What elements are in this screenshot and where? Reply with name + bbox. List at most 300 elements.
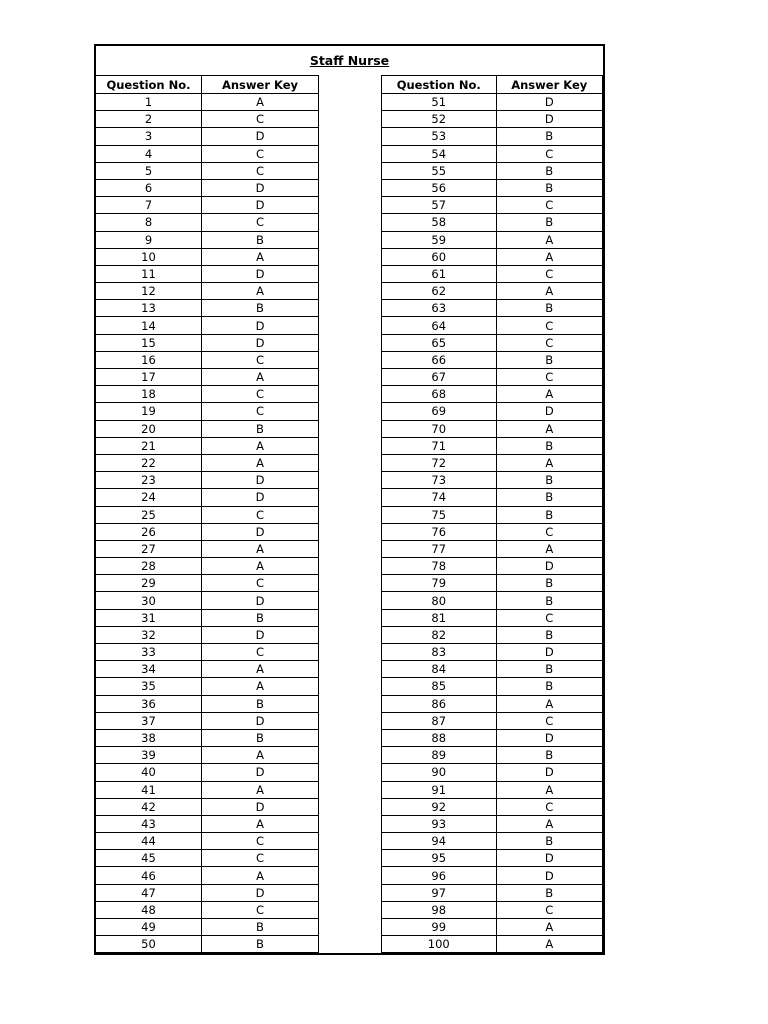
table-row: [382, 747, 603, 764]
table-row: [96, 747, 319, 764]
question-number: 20: [96, 420, 202, 437]
answer-key: D: [496, 850, 603, 867]
answer-key: A: [202, 369, 319, 386]
question-number: 51: [382, 94, 497, 111]
answer-key: C: [496, 265, 603, 282]
answer-key: B: [202, 231, 319, 248]
question-number: 74: [382, 489, 497, 506]
table-row: [382, 678, 603, 695]
answer-key: D: [496, 764, 603, 781]
table-row: [96, 764, 319, 781]
answer-key: A: [496, 540, 603, 557]
question-number: 53: [382, 128, 497, 145]
table-row: [96, 265, 319, 282]
question-number: 61: [382, 265, 497, 282]
table-row: [382, 162, 603, 179]
answer-header: Answer Key: [202, 76, 319, 94]
answer-key: B: [496, 506, 603, 523]
table-row: [382, 558, 603, 575]
answer-key: A: [202, 94, 319, 111]
answer-key: C: [202, 403, 319, 420]
question-number: 56: [382, 179, 497, 196]
question-number: 50: [96, 936, 202, 953]
question-number: 23: [96, 472, 202, 489]
question-number: 83: [382, 644, 497, 661]
table-row: [382, 369, 603, 386]
answer-key: A: [202, 454, 319, 471]
answer-key: D: [202, 197, 319, 214]
question-number: 28: [96, 558, 202, 575]
answer-key: A: [202, 248, 319, 265]
answer-key: A: [202, 661, 319, 678]
question-number: 1: [96, 94, 202, 111]
table-row: [96, 850, 319, 867]
answer-key: B: [202, 729, 319, 746]
answer-table-left: [95, 75, 319, 953]
question-number: 22: [96, 454, 202, 471]
answer-key: C: [496, 334, 603, 351]
answer-key: D: [496, 558, 603, 575]
question-number: 47: [96, 884, 202, 901]
table-row: [382, 592, 603, 609]
table-row: [382, 231, 603, 248]
answer-key: B: [496, 661, 603, 678]
table-row: [96, 678, 319, 695]
table-row: [382, 626, 603, 643]
answer-key: B: [496, 300, 603, 317]
table-row: [96, 867, 319, 884]
answer-key: C: [496, 145, 603, 162]
table-row: [382, 764, 603, 781]
answer-key: B: [496, 472, 603, 489]
table-row: [382, 729, 603, 746]
question-number: 6: [96, 179, 202, 196]
question-number: 75: [382, 506, 497, 523]
question-number: 3: [96, 128, 202, 145]
answer-key: B: [202, 300, 319, 317]
table-row: [96, 884, 319, 901]
question-number: 45: [96, 850, 202, 867]
table-row: [96, 592, 319, 609]
question-number: 7: [96, 197, 202, 214]
answer-key: C: [202, 901, 319, 918]
table-row: [382, 214, 603, 231]
table-row: [96, 231, 319, 248]
table-row: [96, 506, 319, 523]
answer-key: D: [202, 884, 319, 901]
question-number: 10: [96, 248, 202, 265]
answer-key: A: [496, 248, 603, 265]
question-number: 88: [382, 729, 497, 746]
table-row: [382, 94, 603, 111]
question-number: 77: [382, 540, 497, 557]
question-number: 71: [382, 437, 497, 454]
answer-header: Answer Key: [496, 76, 603, 94]
answer-key: B: [202, 936, 319, 953]
table-row: [382, 609, 603, 626]
question-number: 39: [96, 747, 202, 764]
answer-key: C: [202, 833, 319, 850]
question-number: 55: [382, 162, 497, 179]
question-number: 16: [96, 351, 202, 368]
table-row: [96, 403, 319, 420]
table-row: [96, 815, 319, 832]
answer-key: C: [202, 145, 319, 162]
question-number: 40: [96, 764, 202, 781]
answer-key: D: [202, 712, 319, 729]
table-row: [96, 179, 319, 196]
table-row: [96, 489, 319, 506]
answer-key: A: [202, 815, 319, 832]
answer-key: D: [202, 798, 319, 815]
table-row: [382, 334, 603, 351]
answer-key: D: [496, 644, 603, 661]
table-row: [96, 472, 319, 489]
answer-key: B: [496, 884, 603, 901]
table-row: [382, 884, 603, 901]
header-row: [96, 76, 319, 94]
table-row: [382, 300, 603, 317]
answer-key: B: [496, 162, 603, 179]
table-row: [96, 833, 319, 850]
question-number: 86: [382, 695, 497, 712]
table-row: [382, 523, 603, 540]
question-number: 80: [382, 592, 497, 609]
question-number: 85: [382, 678, 497, 695]
question-number: 9: [96, 231, 202, 248]
table-row: [96, 695, 319, 712]
answer-key: D: [496, 94, 603, 111]
table-row: [382, 248, 603, 265]
question-number: 65: [382, 334, 497, 351]
question-number: 41: [96, 781, 202, 798]
question-number: 66: [382, 351, 497, 368]
question-number: 79: [382, 575, 497, 592]
table-row: [96, 729, 319, 746]
question-number: 64: [382, 317, 497, 334]
table-row: [96, 575, 319, 592]
table-row: [96, 936, 319, 953]
question-number: 33: [96, 644, 202, 661]
question-number: 57: [382, 197, 497, 214]
question-number: 76: [382, 523, 497, 540]
question-number: 15: [96, 334, 202, 351]
question-number: 43: [96, 815, 202, 832]
question-number: 54: [382, 145, 497, 162]
table-row: [382, 540, 603, 557]
answer-key: A: [202, 678, 319, 695]
question-number: 59: [382, 231, 497, 248]
answer-key: C: [202, 214, 319, 231]
table-row: [382, 695, 603, 712]
answer-key: A: [496, 815, 603, 832]
question-number: 96: [382, 867, 497, 884]
question-number: 36: [96, 695, 202, 712]
question-number: 94: [382, 833, 497, 850]
answer-key: C: [496, 369, 603, 386]
answer-key: C: [202, 644, 319, 661]
table-row: [382, 454, 603, 471]
table-row: [96, 162, 319, 179]
answer-key: D: [202, 592, 319, 609]
answer-key: C: [202, 351, 319, 368]
answer-key: B: [496, 179, 603, 196]
question-number: 67: [382, 369, 497, 386]
table-row: [382, 661, 603, 678]
table-row: [382, 179, 603, 196]
table-row: [382, 815, 603, 832]
question-number: 97: [382, 884, 497, 901]
question-number: 52: [382, 111, 497, 128]
table-row: [382, 437, 603, 454]
answer-key: C: [496, 798, 603, 815]
table-row: [96, 454, 319, 471]
table-row: [96, 197, 319, 214]
answer-key: A: [496, 386, 603, 403]
question-number: 100: [382, 936, 497, 953]
question-number: 84: [382, 661, 497, 678]
table-row: [382, 575, 603, 592]
table-row: [96, 540, 319, 557]
table-row: [96, 644, 319, 661]
table-row: [382, 867, 603, 884]
question-number: 81: [382, 609, 497, 626]
table-row: [96, 334, 319, 351]
question-number: 49: [96, 919, 202, 936]
answer-key: A: [202, 283, 319, 300]
answer-key: D: [496, 867, 603, 884]
answer-key: D: [202, 128, 319, 145]
question-number: 17: [96, 369, 202, 386]
question-number: 60: [382, 248, 497, 265]
answer-key: B: [496, 575, 603, 592]
question-number: 25: [96, 506, 202, 523]
answer-key: D: [202, 334, 319, 351]
table-row: [96, 128, 319, 145]
table-row: [96, 523, 319, 540]
question-number: 34: [96, 661, 202, 678]
answer-key: C: [496, 901, 603, 918]
answer-key: B: [496, 128, 603, 145]
answer-key: B: [496, 214, 603, 231]
table-row: [382, 936, 603, 953]
question-number: 70: [382, 420, 497, 437]
question-number: 48: [96, 901, 202, 918]
answer-key: B: [496, 747, 603, 764]
table-row: [96, 661, 319, 678]
table-row: [96, 798, 319, 815]
answer-key: B: [202, 695, 319, 712]
table-row: [96, 351, 319, 368]
question-number: 14: [96, 317, 202, 334]
question-number: 37: [96, 712, 202, 729]
table-row: [382, 128, 603, 145]
answer-key: B: [202, 420, 319, 437]
table-row: [96, 317, 319, 334]
answer-key: D: [496, 403, 603, 420]
table-row: [382, 403, 603, 420]
question-number: 42: [96, 798, 202, 815]
question-number: 18: [96, 386, 202, 403]
question-number: 46: [96, 867, 202, 884]
answer-key: D: [496, 729, 603, 746]
table-row: [96, 111, 319, 128]
table-row: [96, 94, 319, 111]
answer-key: C: [202, 162, 319, 179]
question-number: 73: [382, 472, 497, 489]
question-number: 78: [382, 558, 497, 575]
question-number: 19: [96, 403, 202, 420]
table-row: [382, 351, 603, 368]
table-row: [382, 781, 603, 798]
answer-key: A: [496, 695, 603, 712]
question-number: 32: [96, 626, 202, 643]
answer-key: C: [202, 386, 319, 403]
question-number: 92: [382, 798, 497, 815]
question-number: 35: [96, 678, 202, 695]
table-row: [96, 214, 319, 231]
answer-key: D: [202, 265, 319, 282]
question-number: 63: [382, 300, 497, 317]
answer-key-sheet: [94, 44, 605, 955]
question-number: 72: [382, 454, 497, 471]
answer-key: A: [496, 420, 603, 437]
question-number: 38: [96, 729, 202, 746]
table-row: [382, 420, 603, 437]
question-number: 58: [382, 214, 497, 231]
table-row: [382, 472, 603, 489]
answer-key: D: [202, 626, 319, 643]
question-number: 95: [382, 850, 497, 867]
question-number: 24: [96, 489, 202, 506]
answer-key: C: [496, 523, 603, 540]
answer-key: D: [202, 472, 319, 489]
question-number: 87: [382, 712, 497, 729]
question-number: 21: [96, 437, 202, 454]
answer-key: C: [496, 197, 603, 214]
sheet-title: Staff Nurse: [96, 46, 603, 76]
question-number: 68: [382, 386, 497, 403]
question-number: 98: [382, 901, 497, 918]
answer-key: C: [202, 575, 319, 592]
table-row: [96, 283, 319, 300]
question-number: 2: [96, 111, 202, 128]
answer-key: A: [496, 936, 603, 953]
table-row: [96, 437, 319, 454]
answer-key: A: [202, 781, 319, 798]
answer-table-right: [381, 75, 603, 953]
answer-key: D: [202, 523, 319, 540]
table-row: [382, 265, 603, 282]
question-number: 5: [96, 162, 202, 179]
question-number: 44: [96, 833, 202, 850]
table-row: [382, 317, 603, 334]
table-row: [382, 489, 603, 506]
answer-key: C: [496, 609, 603, 626]
table-row: [382, 506, 603, 523]
question-number: 4: [96, 145, 202, 162]
table-row: [382, 111, 603, 128]
table-row: [382, 712, 603, 729]
answer-key: D: [202, 764, 319, 781]
question-number: 8: [96, 214, 202, 231]
header-row: [382, 76, 603, 94]
question-number: 13: [96, 300, 202, 317]
answer-key: C: [202, 506, 319, 523]
question-number: 62: [382, 283, 497, 300]
question-number: 31: [96, 609, 202, 626]
question-number: 99: [382, 919, 497, 936]
answer-key: A: [496, 454, 603, 471]
table-row: [96, 369, 319, 386]
answer-key: B: [202, 609, 319, 626]
question-number: 89: [382, 747, 497, 764]
question-number: 91: [382, 781, 497, 798]
answer-key: A: [496, 919, 603, 936]
table-row: [96, 558, 319, 575]
answer-key: B: [202, 919, 319, 936]
answer-key: A: [202, 558, 319, 575]
answer-key: B: [496, 351, 603, 368]
answer-key: A: [202, 540, 319, 557]
table-row: [96, 145, 319, 162]
question-number: 93: [382, 815, 497, 832]
answer-key: B: [496, 833, 603, 850]
question-number: 11: [96, 265, 202, 282]
question-number: 30: [96, 592, 202, 609]
question-number: 27: [96, 540, 202, 557]
question-header: Question No.: [382, 76, 497, 94]
table-row: [96, 609, 319, 626]
answer-key: B: [496, 592, 603, 609]
answer-key: B: [496, 489, 603, 506]
answer-key: B: [496, 437, 603, 454]
table-row: [96, 712, 319, 729]
answer-key: A: [496, 781, 603, 798]
question-header: Question No.: [96, 76, 202, 94]
table-row: [382, 901, 603, 918]
table-row: [382, 644, 603, 661]
table-row: [96, 420, 319, 437]
answer-key: A: [202, 867, 319, 884]
table-row: [96, 901, 319, 918]
table-row: [382, 386, 603, 403]
table-row: [382, 798, 603, 815]
answer-key: A: [496, 231, 603, 248]
table-row: [96, 386, 319, 403]
question-number: 82: [382, 626, 497, 643]
question-number: 69: [382, 403, 497, 420]
table-row: [382, 850, 603, 867]
table-row: [96, 300, 319, 317]
answer-key: B: [496, 626, 603, 643]
table-row: [382, 145, 603, 162]
table-row: [382, 833, 603, 850]
table-row: [382, 283, 603, 300]
answer-key: D: [202, 317, 319, 334]
spacer-column: [318, 75, 382, 953]
table-row: [96, 781, 319, 798]
question-number: 26: [96, 523, 202, 540]
question-number: 29: [96, 575, 202, 592]
answer-key: A: [202, 747, 319, 764]
answer-key: C: [496, 317, 603, 334]
answer-key: B: [496, 678, 603, 695]
answer-key: A: [202, 437, 319, 454]
table-row: [96, 248, 319, 265]
answer-key: C: [202, 850, 319, 867]
table-row: [382, 197, 603, 214]
